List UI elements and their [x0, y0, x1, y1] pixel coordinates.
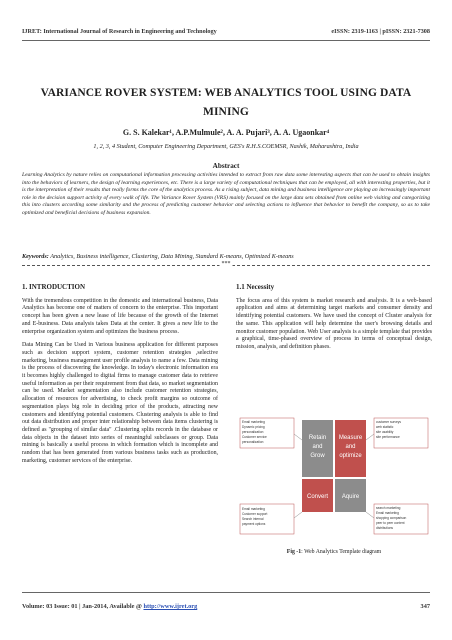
figure-caption-text: : Web Analytics Template diagram — [301, 549, 382, 555]
br-connector — [366, 512, 374, 518]
bl-item: payment options — [242, 522, 266, 526]
authors: G. S. Kalekar¹, A.P.Mulmule², A. A. Pujari³, A. A. Ugaonkar⁴ — [122, 128, 330, 137]
br-item: peer to peer content — [376, 521, 405, 525]
running-header — [22, 28, 430, 35]
tl-item: personalization — [242, 430, 264, 434]
br-item: Email marketing — [376, 511, 399, 515]
br-item: search marketing — [376, 506, 401, 510]
figure-caption — [236, 549, 432, 555]
web-analytics-diagram — [238, 414, 430, 542]
tr-item: site performance — [376, 435, 400, 439]
section-separator — [22, 261, 430, 267]
retain-label: Retain — [308, 435, 327, 441]
title-line-1: VARIANCE ROVER SYSTEM: WEB ANALYTICS TOOL USING DATA — [40, 87, 412, 99]
optimize-label: optimize — [339, 453, 362, 459]
introduction-heading: 1. INTRODUCTION — [22, 283, 86, 291]
keywords-text: Analytics, Business intelligence, Clustering, Data Mining, Standard K-means, Optimized K-means — [50, 253, 294, 260]
footer-volume-text: Volume: 03 Issue: 01 | Jan-2014, Available @ — [22, 603, 142, 610]
bl-item: Search internal — [242, 517, 264, 521]
necessity-para: The focus area of this system is market research and analysis. It is a web-based application and aims at determining target markets and consumer density and identifying potential customers. We have used the concept of Cluster analysis for the same. This application will help determine the user's browsing details and monitor customer population. Web User analysis is a simple template that provides a graphical, time-phased overview of process in terms of conceptual design, mission, analysis, and definition phases. — [236, 297, 432, 350]
grow-label: Grow — [310, 453, 325, 459]
tl-item: Email marketing — [242, 420, 265, 424]
convert-label: Convert — [306, 494, 329, 500]
br-item: distributions — [376, 526, 394, 530]
introduction-para-2: Data Mining Can be Used in Various business application for different purposes such as decision support system, customer retention strategies ,selective marketing, business management user profile analysis to name a few. Data mining is the process of discovering the knowledge. In today's electronic information era it becomes highly challenged to digital firms to manage customer data to retrieve useful information as per their requirement from that data, so market segmentation can be used. Market segmentation also include customer retention strategies, allocation of resources for advertising, to check profit margins so outcome of segmentation plays big role in deciding price of the products, attracting new customers and identifying potential customers. Clustering analysis is able to find out data distribution and proper inter relationship between data items clustering is defined as "grouping of similar data" .Clustering splits records in the database or data objects in the dataset into series of meaningful subclasses or group. Data mining is basically a useful process in which formation which is incomplete and random that has been generated from various business tasks such as production, marketing, customer services of the enterprise. — [22, 342, 218, 464]
tl-connector — [294, 434, 302, 440]
tl-item: Dynamic pricing — [242, 425, 265, 429]
title-line-2: MINING — [203, 106, 249, 118]
br-item: shopping comparison — [376, 516, 407, 520]
footer-volume — [22, 603, 197, 610]
tr-item: customer surveys — [376, 420, 401, 424]
bl-connector — [294, 512, 302, 518]
abstract-text: Learning Analytics by nature relies on computational information processing activities intended to extract from raw data some interesting aspects that can be used to obtain insights into the behaviors of learners, the design of learning experiences, etc. There is a large variety of computational techniques that can be employed, all with interesting properties, but it is the interpretation of their results that really forms the core of the analytics process. As a rising subject, data mining and business intelligence are playing an increasingly important role in the decision support activity of every walk of life. The Variance Rover System (VRS) mainly focused on the large data sets obtained from online web visiting and categorizing this into clusters according some similarity and the process of predicting customer behavior and selecting actions to influence that behavior to benefit the company, so as to take optimized and beneficial decisions of business expansion. — [22, 172, 430, 216]
retain-and-label: and — [312, 444, 323, 450]
affiliation: 1, 2, 3, 4 Student, Computer Engineering Department, GES's R.H.S.COEMSR, Nashik, Maharashtra, India — [93, 143, 359, 150]
issn: eISSN: 2319-1163 | pISSN: 2321-7308 — [331, 28, 430, 35]
right-column — [236, 284, 432, 358]
abstract-heading: Abstract — [212, 162, 240, 170]
running-footer — [22, 603, 430, 610]
footer-rule — [22, 592, 430, 593]
measure-and-label: and — [345, 444, 356, 450]
tr-item: site usability — [376, 430, 394, 434]
measure-label: Measure — [338, 435, 363, 441]
keywords — [22, 253, 430, 260]
tr-item: web statistic — [376, 425, 394, 429]
tl-item: personalization — [242, 440, 264, 444]
introduction-para-1: With the tremendous competition in the domestic and international business, Data Analytics has become one of matters of concern to the enterprise. This important concept has been given a new lease of life because of the growth of the Internet and E-business. Data analysis takes Data at the center. It gives a new life to the enterprise organization system and optimizes the business process. — [22, 297, 218, 335]
journal-link[interactable]: http://www.ijret.org — [143, 603, 198, 610]
paper-title — [30, 84, 422, 122]
separator-stars: *** — [221, 261, 231, 267]
tr-connector — [366, 434, 374, 440]
figure-caption-label: Fig -1 — [286, 549, 302, 555]
tl-item: Customer service — [242, 435, 267, 439]
keywords-label: Keywords: — [22, 253, 49, 260]
necessity-heading: 1.1 Necessity — [236, 283, 275, 291]
bl-item: Email marketing — [242, 507, 265, 511]
journal-name: IJRET: International Journal of Research in Engineering and Technology — [22, 28, 217, 35]
bl-item: Customer support — [242, 512, 268, 516]
header-rule — [22, 40, 430, 41]
page-number: 347 — [420, 603, 430, 610]
aquire-label: Aquire — [341, 494, 360, 500]
left-column — [22, 284, 218, 471]
